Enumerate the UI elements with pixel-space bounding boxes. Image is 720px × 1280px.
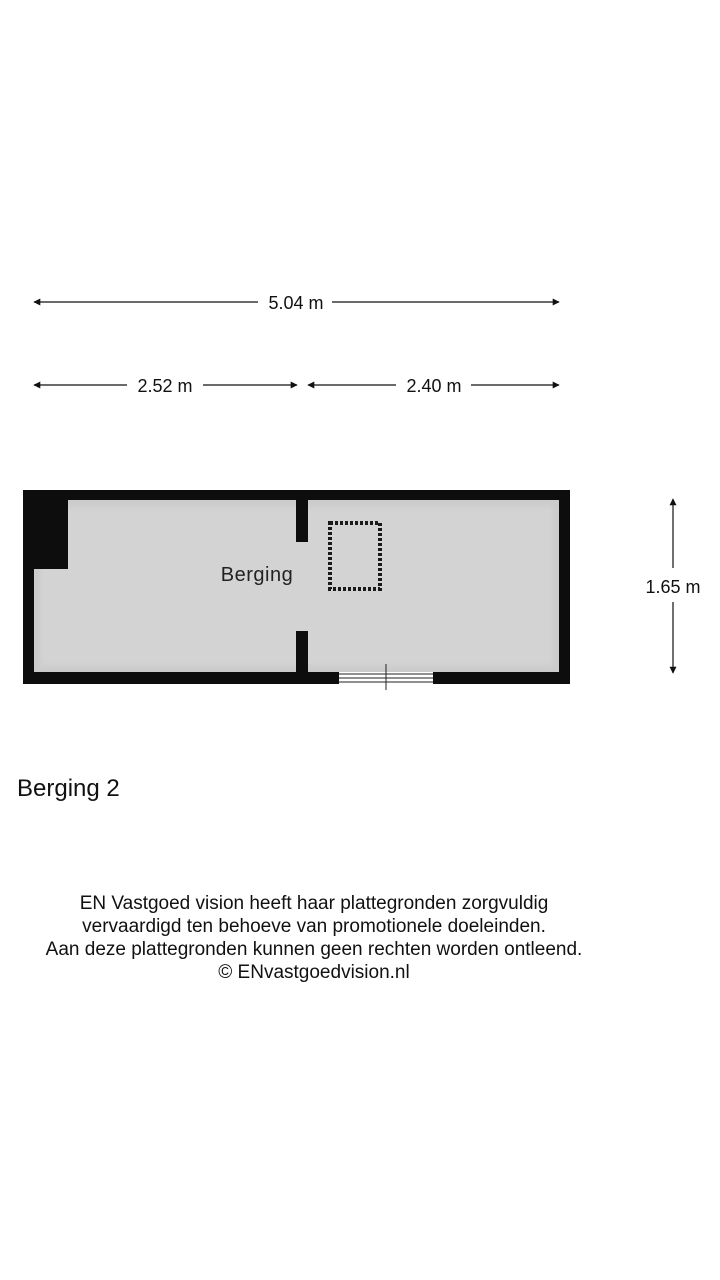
corner-wall-block bbox=[23, 490, 68, 569]
room-berging bbox=[23, 490, 570, 690]
copyright-line: © ENvastgoedvision.nl bbox=[218, 962, 410, 983]
room-label: Berging bbox=[220, 564, 294, 586]
dimension-label-depth: 1.65 m bbox=[645, 577, 701, 597]
dimension-label-left: 2.52 m bbox=[137, 376, 193, 396]
partition-wall-lower bbox=[296, 631, 308, 684]
dimension-right-width bbox=[308, 376, 559, 396]
disclaimer-line: Aan deze plattegronden kunnen geen rechten worden ontleend. bbox=[45, 939, 583, 960]
floor-title: Berging 2 bbox=[17, 775, 120, 802]
dimension-left-width bbox=[34, 376, 297, 396]
disclaimer bbox=[0, 892, 628, 984]
dimension-label-total: 5.04 m bbox=[268, 293, 324, 313]
partition-wall-upper bbox=[296, 490, 308, 542]
dimension-depth bbox=[645, 499, 700, 673]
disclaimer-line: EN Vastgoed vision heeft haar plattegronden zorgvuldig bbox=[79, 893, 549, 914]
dimension-label-right: 2.40 m bbox=[406, 376, 462, 396]
disclaimer-line: vervaardigd ten behoeve van promotionele doeleinden. bbox=[82, 916, 546, 937]
dimension-total-width bbox=[34, 293, 559, 313]
